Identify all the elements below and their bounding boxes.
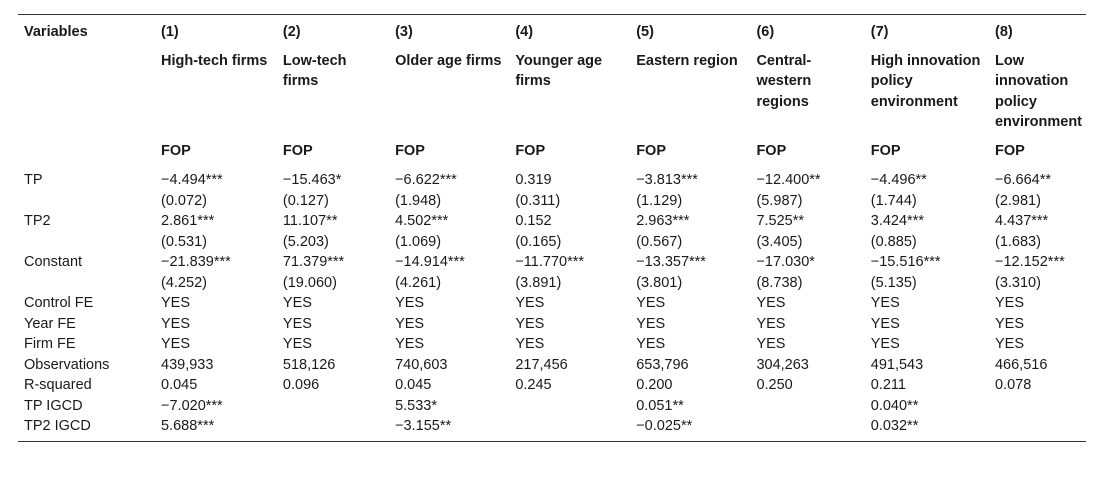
- table-cell: 0.211: [870, 377, 906, 393]
- column-name: Older age firms: [395, 52, 502, 69]
- row-label: [18, 232, 155, 253]
- table-cell: 217,456: [515, 356, 568, 373]
- dependent-variable: FOP: [870, 142, 901, 159]
- table-cell: YES: [756, 295, 786, 311]
- column-name: Low-tech firms: [282, 52, 347, 89]
- table-cell: 4.437***: [994, 213, 1049, 229]
- table-cell: (3.891): [515, 274, 562, 291]
- table-cell: YES: [395, 295, 425, 311]
- table-cell: [509, 396, 630, 417]
- column-name: Low innovation policy environment: [994, 52, 1082, 130]
- table-cell: −3.155**: [389, 416, 509, 441]
- table-cell: (5.987): [756, 192, 803, 209]
- table-cell: 5.688***: [155, 416, 277, 441]
- table-cell: YES: [636, 295, 666, 311]
- table-cell: 2.963***: [636, 213, 690, 229]
- table-cell: −12.152***: [994, 254, 1065, 270]
- table-cell: −6.622***: [395, 172, 457, 188]
- column-name: Eastern region: [636, 52, 738, 69]
- table-row: [18, 252, 1086, 273]
- table-cell: (1.683): [994, 233, 1041, 250]
- table-row: [18, 416, 1086, 441]
- table-cell: (1.948): [395, 192, 442, 209]
- row-label: Control FE: [24, 295, 94, 311]
- row-label: [18, 191, 155, 212]
- row-label: TP IGCD: [24, 397, 83, 414]
- table-cell: (0.567): [636, 233, 683, 250]
- header-spacer: [18, 141, 155, 168]
- table-cell: 0.319: [515, 172, 552, 188]
- table-cell: [750, 416, 864, 441]
- column-name: Younger age firms: [515, 52, 603, 89]
- table-cell: (0.311): [515, 192, 561, 209]
- table-row: [18, 167, 1086, 191]
- table-cell: 0.045: [161, 377, 198, 393]
- table-cell: YES: [756, 336, 786, 352]
- table-cell: YES: [161, 315, 191, 332]
- table-cell: 0.096: [282, 377, 320, 393]
- table-row: [18, 293, 1086, 314]
- table-cell: [989, 416, 1086, 441]
- dependent-variable: FOP: [636, 142, 667, 159]
- column-number: (3): [389, 15, 509, 51]
- table-cell: (5.135): [870, 274, 917, 291]
- table-cell: 0.245: [515, 377, 552, 393]
- table-cell: 304,263: [756, 356, 809, 373]
- table-cell: 0.200: [636, 377, 673, 393]
- table-header: [18, 15, 1086, 168]
- table-cell: 740,603: [395, 356, 448, 373]
- table-cell: YES: [395, 315, 425, 332]
- dependent-variable: FOP: [756, 142, 787, 159]
- table-cell: 0.051**: [636, 397, 684, 414]
- table-cell: 439,933: [161, 356, 214, 373]
- table-cell: YES: [161, 336, 191, 352]
- table-cell: 491,543: [870, 356, 924, 373]
- table-row: [18, 232, 1086, 253]
- table-row: [18, 355, 1086, 376]
- header-spacer: [18, 51, 155, 141]
- table-cell: (1.069): [395, 233, 442, 250]
- row-label: [18, 273, 155, 294]
- table-cell: −6.664**: [994, 172, 1052, 188]
- table-cell: [750, 396, 864, 417]
- table-cell: (3.405): [756, 233, 803, 250]
- table-cell: (0.165): [515, 233, 562, 250]
- row-label: Constant: [24, 254, 83, 270]
- table-cell: 4.502***: [395, 213, 449, 229]
- table-cell: −4.496**: [870, 172, 927, 188]
- table-cell: −17.030*: [756, 254, 815, 270]
- table-cell: (2.981): [994, 192, 1041, 209]
- column-name-row: [18, 51, 1086, 141]
- table-cell: 5.533*: [395, 397, 438, 414]
- table-row: [18, 314, 1086, 335]
- table-cell: [277, 396, 389, 417]
- table-cell: YES: [515, 315, 545, 332]
- table-cell: YES: [994, 336, 1024, 352]
- table-cell: −7.020***: [161, 397, 223, 414]
- table-cell: 518,126: [282, 356, 336, 373]
- column-number: (2): [277, 15, 389, 51]
- row-label: TP2: [24, 213, 51, 229]
- column-number: (4): [509, 15, 630, 51]
- column-number: (5): [630, 15, 750, 51]
- table-cell: (3.310): [994, 274, 1041, 291]
- row-label: TP: [24, 172, 43, 188]
- table-cell: 3.424***: [870, 213, 924, 229]
- table-cell: YES: [161, 295, 191, 311]
- table-row: [18, 191, 1086, 212]
- table-cell: (8.738): [756, 274, 803, 291]
- table-cell: YES: [870, 315, 900, 332]
- dependent-variable: FOP: [994, 142, 1025, 159]
- table-cell: 0.078: [994, 377, 1032, 393]
- table-row: [18, 334, 1086, 355]
- column-name: High-tech firms: [161, 52, 268, 69]
- table-cell: (0.072): [161, 192, 207, 209]
- table-cell: −3.813***: [636, 172, 698, 188]
- table-cell: (1.744): [870, 192, 917, 209]
- table-cell: YES: [515, 295, 545, 311]
- dependent-variable: FOP: [161, 142, 191, 159]
- variables-header: Variables: [18, 15, 155, 51]
- column-number: (7): [865, 15, 989, 51]
- table-cell: (4.252): [161, 274, 207, 291]
- table-cell: 11.107**: [282, 213, 338, 229]
- table-row: [18, 211, 1086, 232]
- table-cell: YES: [282, 315, 312, 332]
- table-cell: (0.885): [870, 233, 917, 250]
- table-cell: −15.516***: [870, 254, 941, 270]
- table-cell: (19.060): [282, 274, 337, 291]
- table-cell: 0.040**: [870, 397, 919, 414]
- table-cell: −15.463*: [282, 172, 342, 188]
- table-cell: −13.357***: [636, 254, 706, 270]
- table-cell: (3.801): [636, 274, 683, 291]
- row-label: Year FE: [24, 315, 76, 332]
- table-cell: YES: [636, 336, 666, 352]
- column-number: (8): [989, 15, 1086, 51]
- table-row: [18, 396, 1086, 417]
- dependent-variable-row: [18, 141, 1086, 168]
- table-cell: [277, 416, 389, 441]
- column-number: (6): [750, 15, 864, 51]
- table-cell: −4.494***: [161, 172, 223, 188]
- table-cell: YES: [994, 315, 1024, 332]
- table-row: [18, 273, 1086, 294]
- row-label: TP2 IGCD: [18, 416, 155, 441]
- table-cell: −11.770***: [515, 254, 584, 270]
- table-cell: (0.531): [161, 233, 207, 250]
- table-cell: −21.839***: [161, 254, 231, 270]
- dependent-variable: FOP: [395, 142, 425, 159]
- table-cell: 653,796: [636, 356, 689, 373]
- table-row: [18, 375, 1086, 396]
- table-cell: YES: [395, 336, 425, 352]
- table-cell: −12.400**: [756, 172, 821, 188]
- table-cell: [509, 416, 630, 441]
- regression-table: [18, 14, 1086, 442]
- column-number-row: [18, 15, 1086, 51]
- table-cell: [989, 396, 1086, 417]
- table-cell: 7.525**: [756, 213, 805, 229]
- table-cell: 466,516: [994, 356, 1048, 373]
- table-cell: 0.032**: [865, 416, 989, 441]
- dependent-variable: FOP: [282, 142, 313, 159]
- table-cell: 2.861***: [161, 213, 215, 229]
- table-cell: 71.379***: [282, 254, 345, 270]
- row-label: Firm FE: [24, 336, 76, 352]
- table-cell: YES: [282, 336, 312, 352]
- table-cell: −0.025**: [630, 416, 750, 441]
- table-body: [18, 167, 1086, 441]
- row-label: Observations: [24, 356, 110, 373]
- table-cell: −14.914***: [395, 254, 465, 270]
- table-cell: YES: [994, 295, 1024, 311]
- table-cell: YES: [282, 295, 312, 311]
- table-cell: YES: [870, 336, 900, 352]
- column-number: (1): [155, 15, 277, 51]
- column-name: Central-western regions: [756, 52, 812, 110]
- table-cell: YES: [515, 336, 545, 352]
- row-label: R-squared: [24, 377, 92, 393]
- dependent-variable: FOP: [515, 142, 546, 159]
- table-cell: (5.203): [282, 233, 329, 250]
- table-cell: YES: [756, 315, 786, 332]
- column-name: High innovation policy environment: [870, 52, 981, 110]
- table-cell: YES: [870, 295, 900, 311]
- table-cell: 0.045: [395, 377, 432, 393]
- table-cell: (1.129): [636, 192, 683, 209]
- table-cell: (0.127): [282, 192, 329, 209]
- table-cell: 0.152: [515, 213, 552, 229]
- table-cell: 0.250: [756, 377, 793, 393]
- table-cell: YES: [636, 315, 666, 332]
- table-cell: (4.261): [395, 274, 442, 291]
